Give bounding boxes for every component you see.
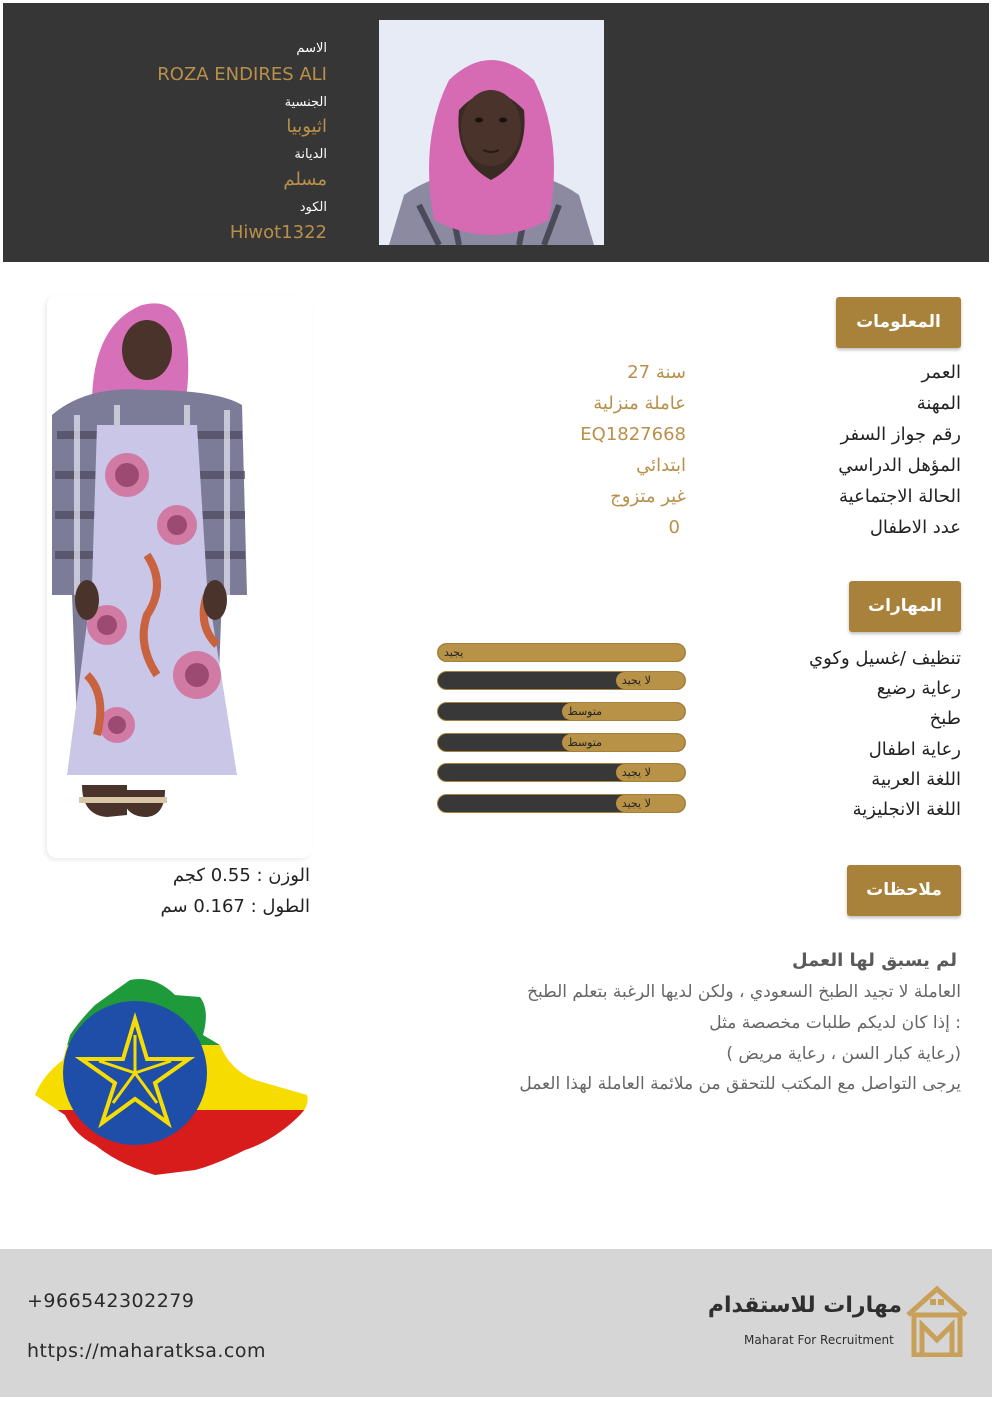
info-label-age: العمر xyxy=(921,362,961,383)
skill-level-english: لا يجيد xyxy=(616,795,685,812)
notes-line-4: يرجى التواصل مع المكتب للتحقق من ملائمة العاملة لهذا العمل xyxy=(519,1074,961,1094)
info-label-education: المؤهل الدراسي xyxy=(838,455,961,476)
info-label-passport: رقم جواز السفر xyxy=(840,424,961,445)
weight-text: الوزن : 0.55 كجم xyxy=(172,865,310,886)
code-label: الكود xyxy=(299,200,327,215)
skill-bar-child-care xyxy=(437,733,686,752)
contact-phone[interactable]: +966542302279 xyxy=(27,1290,195,1312)
skill-label-english: اللغة الانجليزية xyxy=(852,799,961,820)
code-value: Hiwot1322 xyxy=(229,222,327,243)
notes-heading: لم يسبق لها العمل xyxy=(792,950,957,971)
skill-bar-cooking xyxy=(437,702,686,721)
skill-label-cooking: طبخ xyxy=(929,708,961,729)
height-text: الطول : 0.167 سم xyxy=(160,896,310,917)
notes-line-2: إذا كان لديكم طلبات مخصصة مثل : xyxy=(709,1013,961,1033)
portrait-photo xyxy=(379,20,604,245)
info-label-children: عدد الاطفال xyxy=(869,517,961,538)
skills-section-title: المهارات xyxy=(849,581,961,632)
notes-section-title: ملاحظات xyxy=(847,865,961,916)
company-logo xyxy=(707,1285,972,1361)
religion-value: مسلم xyxy=(283,169,327,190)
info-value-occupation: عاملة منزلية xyxy=(593,393,686,414)
skill-level-cleaning: يجيد xyxy=(438,644,685,661)
skill-label-child-care: رعاية اطفال xyxy=(868,739,961,760)
skill-bar-arabic xyxy=(437,763,686,782)
logo-arabic-text: مهارات للاستقدام xyxy=(707,1293,902,1318)
skill-label-arabic: اللغة العربية xyxy=(871,769,961,790)
notes-line-1: العاملة لا تجيد الطبخ السعودي ، ولكن لديها الرغبة بتعلم الطبخ xyxy=(527,982,961,1002)
info-value-passport: EQ1827668 xyxy=(580,424,686,445)
skill-bar-infant-care xyxy=(437,671,686,690)
skill-bar-english xyxy=(437,794,686,813)
info-section-title: المعلومات xyxy=(836,297,961,348)
skill-label-infant-care: رعاية رضيع xyxy=(876,678,961,699)
skill-level-arabic: لا يجيد xyxy=(616,764,685,781)
country-map-flag xyxy=(35,975,313,1175)
name-label: الاسم xyxy=(296,41,327,56)
skill-level-cooking: متوسط xyxy=(562,703,686,720)
info-label-marital: الحالة الاجتماعية xyxy=(839,486,961,507)
info-value-marital: غير متزوج xyxy=(610,486,686,507)
skill-bar-cleaning xyxy=(437,643,686,662)
full-body-photo xyxy=(47,295,312,858)
name-value: ROZA ENDIRES ALI xyxy=(157,64,327,85)
info-value-age: 27 سنة xyxy=(627,362,686,383)
religion-label: الديانة xyxy=(294,147,327,162)
nationality-value: اثيوبيا xyxy=(286,116,327,137)
info-label-occupation: المهنة xyxy=(916,393,961,414)
website-link[interactable]: https://maharatksa.com xyxy=(27,1340,267,1362)
footer xyxy=(0,1249,992,1397)
skill-level-child-care: متوسط xyxy=(562,734,686,751)
info-value-children: 0 xyxy=(668,517,680,538)
logo-english-text: Maharat For Recruitment xyxy=(744,1333,894,1347)
skill-label-cleaning: تنظيف /غسيل وكوي xyxy=(809,648,961,669)
info-value-education: ابتدائي xyxy=(636,455,686,476)
skill-level-infant-care: لا يجيد xyxy=(616,672,685,689)
nationality-label: الجنسية xyxy=(284,95,327,110)
logo-house-icon xyxy=(906,1285,968,1357)
notes-line-3: ( رعاية كبار السن ، رعاية مريض) xyxy=(726,1044,961,1064)
